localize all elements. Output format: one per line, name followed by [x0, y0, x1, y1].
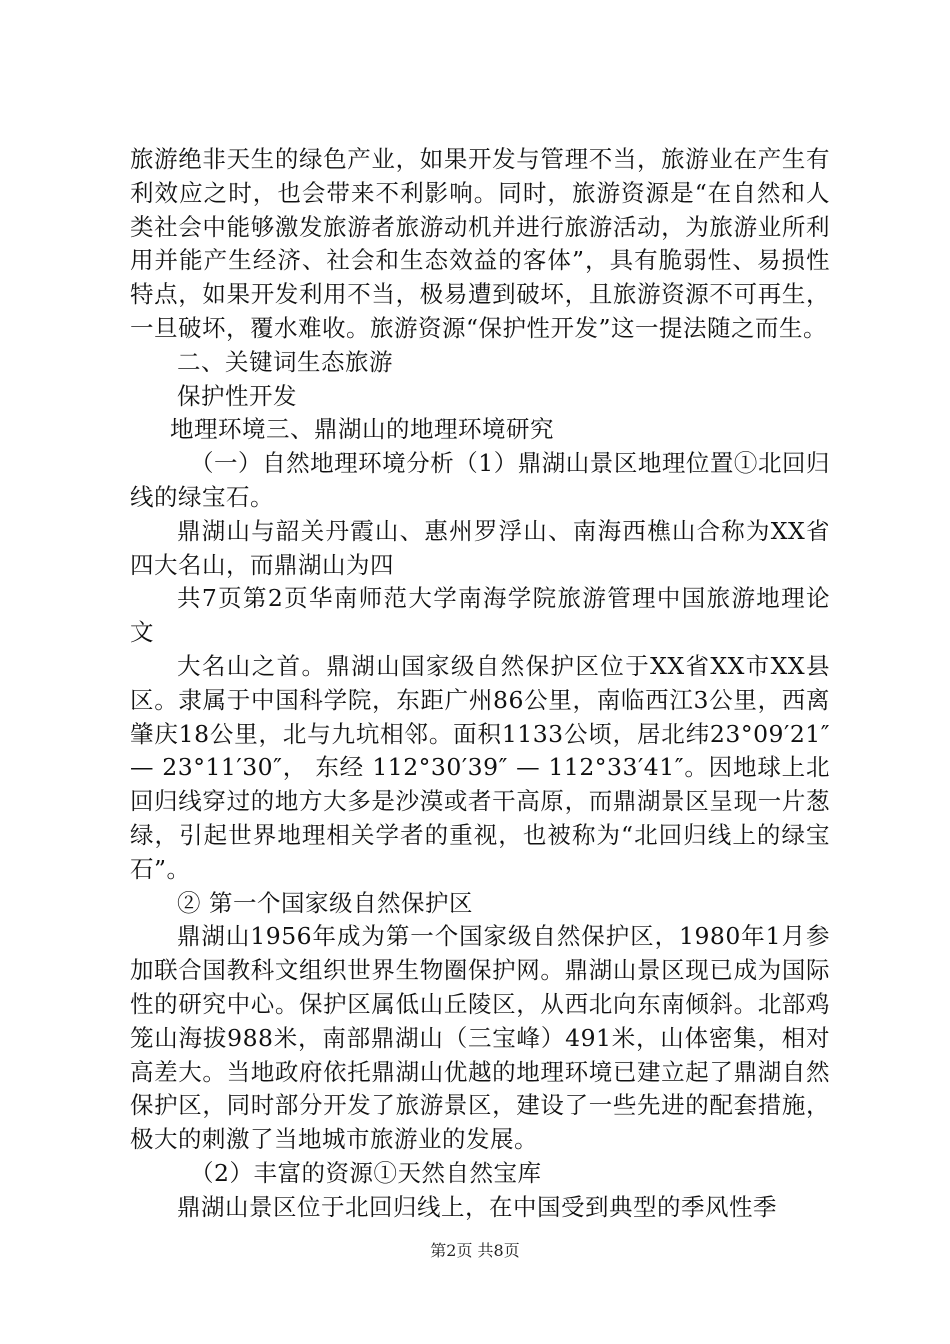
- paragraph-four-mountains: 鼎湖山与韶关丹霞山、惠州罗浮山、南海西樵山合称为XX省四大名山，而鼎湖山为四: [130, 516, 830, 579]
- paragraph-location: 大名山之首。鼎湖山国家级自然保护区位于XX省XX市XX县区。隶属于中国科学院，东距广州86公里，南临西江3公里，西离肇庆18公里，北与九坑相邻。面积1133公顷，居北纬23°09′21″ — 23°11′30″， 东经 112°30′39″ — 112°33′41″。因地球上北回归线穿过的地方大多是沙漠或者干高原，而鼎湖景区呈现一片葱绿，引起世界地理相关学者的重视，也被称为“北回归线上的绿宝石”。: [130, 651, 830, 883]
- keyword-line: 保护性开发: [177, 381, 297, 410]
- subheading-first-reserve: ② 第一个国家级自然保护区: [177, 888, 473, 917]
- subheading-resources: （2）丰富的资源①天然自然宝库: [190, 1158, 542, 1187]
- document-body: [130, 143, 830, 1225]
- paragraph-intro: 旅游绝非天生的绿色产业，如果开发与管理不当，旅游业在产生有利效应之时，也会带来不利影响。同时，旅游资源是“在自然和人类社会中能够激发旅游者旅游动机并进行旅游活动，为旅游业所利用并能产生经济、社会和生态效益的客体”，具有脆弱性、易损性特点，如果开发利用不当，极易遭到破坏，且旅游资源不可再生，一旦破坏，覆水难收。旅游资源“保护性开发”这一提法随之而生。: [130, 145, 830, 342]
- heading-keywords: 二、关键词生态旅游: [177, 347, 393, 376]
- subheading-natural-environment: （一）自然地理环境分析（1）鼎湖山景区地理位置①北回归线的绿宝石。: [130, 449, 830, 511]
- page-footer: 第2页 共8页: [430, 1241, 520, 1260]
- page-header-note: 共7页第2页华南师范大学南海学院旅游管理中国旅游地理论文: [130, 584, 830, 647]
- heading-section-three: 地理环境三、鼎湖山的地理环境研究: [170, 415, 554, 444]
- paragraph-reserve-history: 鼎湖山1956年成为第一个国家级自然保护区，1980年1月参加联合国教科文组织世界生物圈保护网。鼎湖山景区现已成为国际性的研究中心。保护区属低山丘陵区，从西北向东南倾斜。北部鸡笼山海拔988米，南部鼎湖山（三宝峰）491米，山体密集，相对高差大。当地政府依托鼎湖山优越的地理环境已建立起了鼎湖自然保护区，同时部分开发了旅游景区，建设了一些先进的配套措施，极大的刺激了当地城市旅游业的发展。: [130, 922, 830, 1154]
- paragraph-climate: 鼎湖山景区位于北回归线上，在中国受到典型的季风性季: [177, 1192, 777, 1221]
